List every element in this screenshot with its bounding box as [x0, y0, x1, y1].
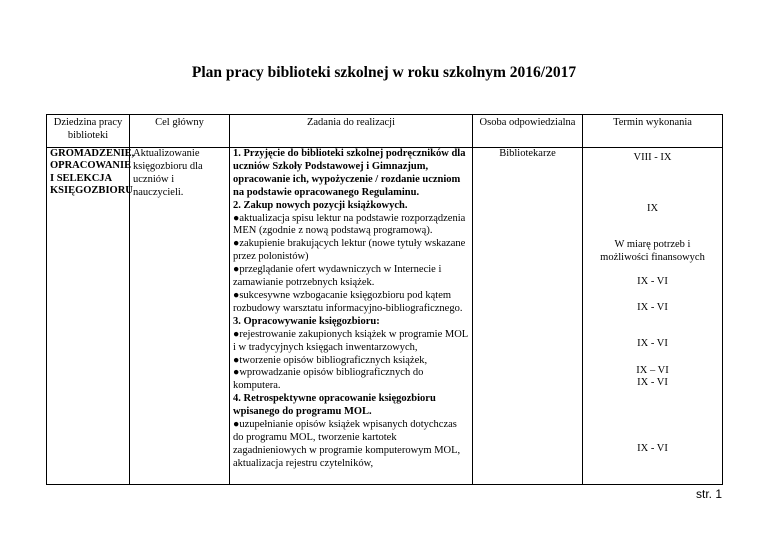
term-entry: IX: [646, 203, 659, 214]
task-item: ●zakupienie brakujących lektur (nowe tytuły wskazane przez polonistów): [233, 238, 466, 263]
task-item: ●rejestrowanie zakupionych książek w programie MOL i w tradycyjnych księgach inwentarzowych,: [233, 328, 468, 353]
header-person: Osoba odpowiedzialna: [473, 115, 583, 148]
cell-tasks: [230, 148, 473, 485]
task-item: 4. Retrospektywne opracowanie księgozbioru wpisanego do programu MOL.: [233, 393, 436, 418]
table-row: [47, 148, 723, 485]
header-domain: Dziedzina pracy biblioteki: [47, 115, 130, 148]
term-entry: IX - VI: [637, 276, 668, 287]
header-tasks: Zadania do realizacji: [230, 115, 473, 148]
task-item: ●sukcesywne wzbogacanie księgozbioru pod kątem rozbudowy warsztatu informacyjno-bibliograficznego.: [233, 289, 463, 314]
task-item: 3. Opracowywanie księgozbioru:: [233, 315, 380, 327]
term-entry: IX - VI: [637, 302, 668, 313]
cell-domain: GROMADZENIE, OPRACOWANIE I SELEKCJA KSIĘGOZBIORU: [47, 148, 130, 485]
term-entry: IX – VI: [636, 365, 669, 376]
plan-table: [46, 114, 723, 485]
cell-goal: Aktualizowanie księgozbioru dla uczniów i nauczycieli.: [130, 148, 230, 485]
task-item: ●wprowadzanie opisów bibliograficznych do komputera.: [233, 367, 424, 392]
task-item: 2. Zakup nowych pozycji książkowych.: [233, 199, 408, 211]
page-number: str. 1: [695, 487, 722, 501]
cell-term: [583, 148, 723, 485]
term-entry: IX - VI: [637, 338, 668, 349]
task-item: ●przeglądanie ofert wydawniczych w Internecie i zamawianie potrzebnych książek.: [233, 264, 442, 289]
task-item: ●uzupełnianie opisów książek wpisanych dotychczas do programu MOL, tworzenie kartotek zagadnieniowych w programie komputerowym MOL, aktualizacja rejestru czytelników,: [233, 419, 461, 469]
task-item: ●tworzenie opisów bibliograficznych książek,: [233, 354, 428, 366]
term-entry: IX - VI: [637, 377, 668, 388]
term-entry: IX - VI: [637, 443, 668, 454]
task-item: ●aktualizacja spisu lektur na podstawie rozporządzenia MEN (zgodnie z nową podstawą programową).: [233, 212, 466, 237]
header-term: Termin wykonania: [583, 115, 723, 148]
header-goal: Cel główny: [130, 115, 230, 148]
table-header-row: [47, 115, 723, 148]
term-entry: VIII - IX: [633, 152, 672, 163]
cell-person: Bibliotekarze: [473, 148, 583, 485]
term-entry: W miarę potrzeb i możliwości finansowych: [600, 239, 705, 263]
document-title: Plan pracy biblioteki szkolnej w roku szkolnym 2016/2017: [191, 64, 577, 81]
task-item: 1. Przyjęcie do biblioteki szkolnej podręczników dla uczniów Szkoły Podstawowej i Gimnazjum, opracowanie ich, wypożyczenie / rozdanie uczniom na podstawie opracowanego Regulaminu.: [233, 148, 466, 198]
